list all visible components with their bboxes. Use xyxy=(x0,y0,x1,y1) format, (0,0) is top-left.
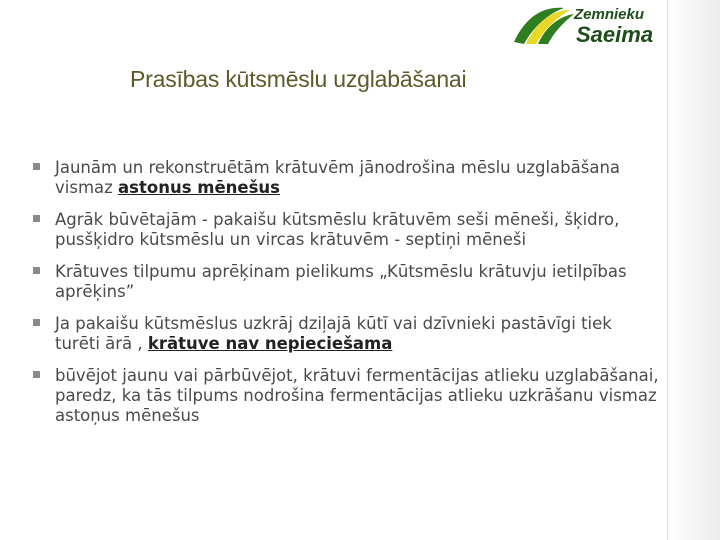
side-divider xyxy=(667,0,668,540)
bullet-item xyxy=(30,158,660,198)
bullet-marker-icon xyxy=(33,371,40,378)
bullet-text: būvējot jaunu vai pārbūvējot, krātuvi fermentācijas atlieku uzglabāšanai, paredz, ka tās tilpums nodrošina fermentācijas atlieku uzkrāšanu vismaz astoņus mēnešus xyxy=(55,366,659,425)
bullet-item xyxy=(30,210,660,250)
bullet-item xyxy=(30,366,660,426)
logo-line2: Saeima xyxy=(576,22,654,46)
logo-line1: Zemnieku xyxy=(574,6,645,23)
side-shade xyxy=(666,0,720,540)
bullet-item xyxy=(30,262,660,302)
slide-title: Prasības kūtsmēslu uzglabāšanai xyxy=(130,66,467,92)
bullet-text: Agrāk būvētajām - pakaišu kūtsmēslu krātuvēm seši mēneši, šķidro, pusšķidro kūtsmēslu un vircas krātuvēm - septiņi mēneši xyxy=(55,210,620,249)
bullet-marker-icon xyxy=(33,267,40,274)
bullet-text: Ja pakaišu kūtsmēslus uzkrāj dziļajā kūtī vai dzīvnieki pastāvīgi tiek turēti ārā , xyxy=(55,314,612,353)
bullet-text: Krātuves tilpumu aprēķinam pielikums „Kūtsmēslu krātuvju ietilpības aprēķins” xyxy=(55,262,627,301)
zemnieku-saeima-logo xyxy=(512,2,664,46)
bullet-list xyxy=(30,158,660,438)
bullet-item xyxy=(30,314,660,354)
bullet-emphasis: astonus mēnešus xyxy=(118,178,280,197)
bullet-marker-icon xyxy=(33,163,40,170)
bullet-marker-icon xyxy=(33,319,40,326)
bullet-text: Jaunām un rekonstruētām krātuvēm jānodrošina mēslu uzglabāšana vismaz xyxy=(55,158,621,197)
bullet-emphasis: krātuve nav nepieciešama xyxy=(147,334,393,353)
bullet-marker-icon xyxy=(33,215,40,222)
